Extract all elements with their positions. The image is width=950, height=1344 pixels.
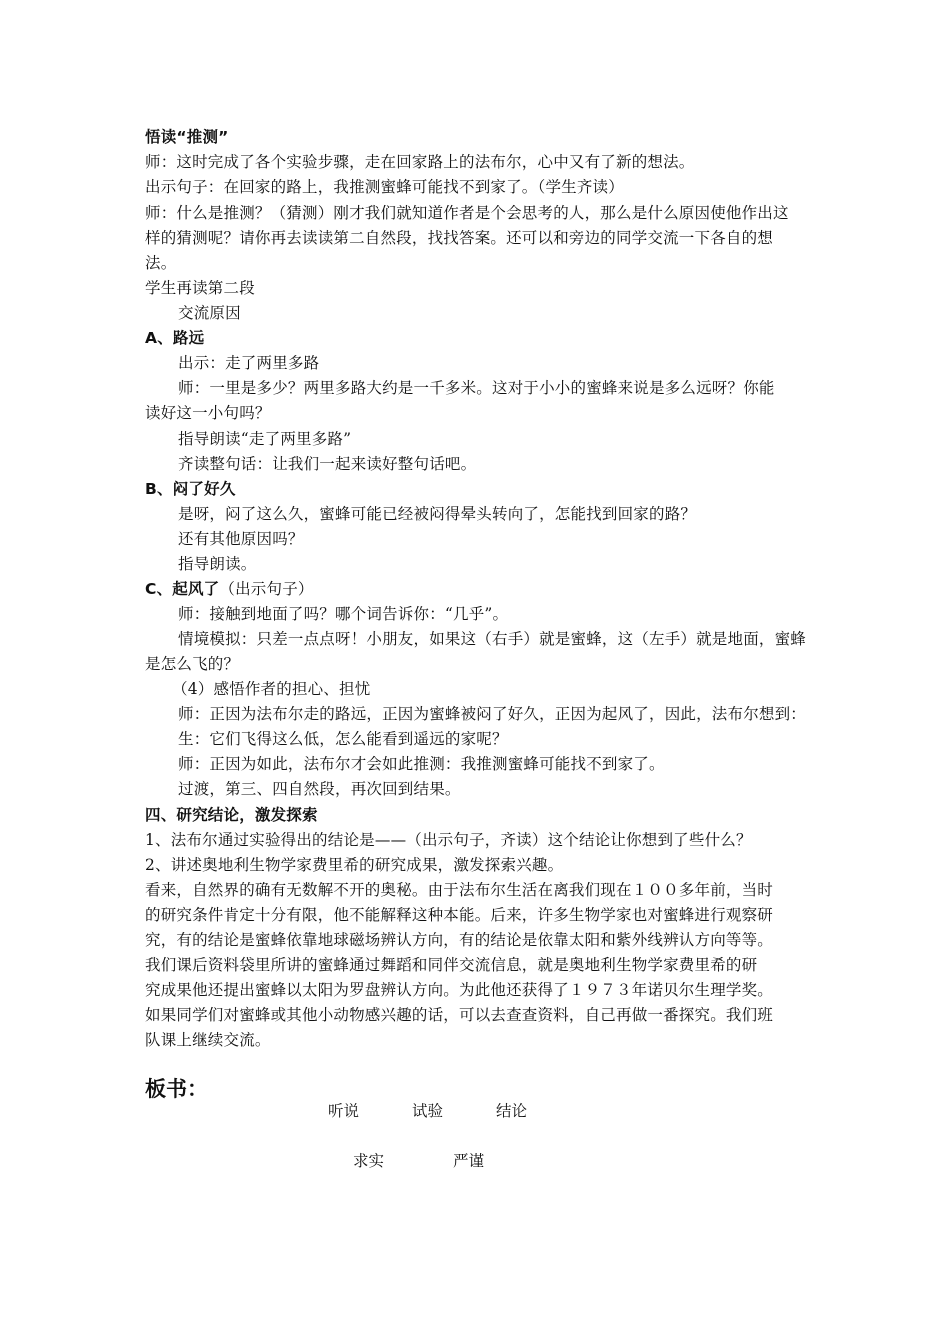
text-line: 师：什么是推测？（猜测）刚才我们就知道作者是个会思考的人，那么是什么原因使他作出这 xyxy=(145,204,789,222)
text-line: 生：它们飞得这么低，怎么能看到遥远的家呢？ xyxy=(178,730,508,748)
text-line: 我们课后资料袋里所讲的蜜蜂通过舞蹈和同伴交流信息，就是奥地利生物学家费里希的研 xyxy=(145,956,758,974)
text-line: 法。 xyxy=(145,254,177,272)
board-word: 结论 xyxy=(496,1102,528,1120)
text-line: （4）感悟作者的担心、担忧 xyxy=(172,680,371,698)
text-line: 交流原因 xyxy=(178,304,241,322)
text-line: 是呀，闷了这么久，蜜蜂可能已经被闷得晕头转向了，怎能找到回家的路？ xyxy=(178,505,697,523)
text-line: 师：正因为如此，法布尔才会如此推测：我推测蜜蜂可能找不到家了。 xyxy=(178,755,665,773)
text-line: 出示：走了两里多路 xyxy=(178,354,320,372)
subsection-a-title: A、路远 xyxy=(145,329,205,347)
text-line: 过渡，第三、四自然段，再次回到结果。 xyxy=(178,780,461,798)
board-word: 严谨 xyxy=(453,1152,485,1170)
text-line: 究，有的结论是蜜蜂依靠地球磁场辨认方向，有的结论是依靠太阳和紫外线辨认方向等等。 xyxy=(145,931,774,949)
text-line: 看来，自然界的确有无数解不开的奥秘。由于法布尔生活在离我们现在１００多年前，当时 xyxy=(145,881,774,899)
board-word: 求实 xyxy=(353,1152,385,1170)
text-line: 指导朗读。 xyxy=(178,555,257,573)
text-line: 样的猜测呢？请你再去读读第二自然段，找找答案。还可以和旁边的同学交流一下各自的想 xyxy=(145,229,774,247)
subsection-c-heading xyxy=(145,577,825,601)
text-line: 队课上继续交流。 xyxy=(145,1031,271,1049)
text-line: 读好这一小句吗？ xyxy=(145,404,271,422)
board-title: 板书： xyxy=(145,1077,208,1101)
text-line: 情境模拟：只差一点点呀！小朋友，如果这（右手）就是蜜蜂，这（左手）就是地面，蜜蜂 xyxy=(178,630,807,648)
section-title: 悟读“推测” xyxy=(145,128,229,146)
text-line: 究成果他还提出蜜蜂以太阳为罗盘辨认方向。为此他还获得了１９７３年诺贝尔生理学奖。 xyxy=(145,981,774,999)
text-line: 还有其他原因吗？ xyxy=(178,530,304,548)
text-line: 的研究条件肯定十分有限，他不能解释这种本能。后来，许多生物学家也对蜜蜂进行观察研 xyxy=(145,906,774,924)
text-line: 指导朗读“走了两里多路” xyxy=(178,430,352,448)
text-line: 是怎么飞的？ xyxy=(145,655,240,673)
text-line: 1、法布尔通过实验得出的结论是——（出示句子，齐读）这个结论让你想到了些什么？ xyxy=(145,831,752,849)
text-line: 师：这时完成了各个实验步骤，走在回家路上的法布尔，心中又有了新的想法。 xyxy=(145,153,695,171)
board-word: 听说 xyxy=(328,1102,360,1120)
text-line: 2、讲述奥地利生物学家费里希的研究成果，激发探索兴趣。 xyxy=(145,856,564,874)
subsection-b-title: B、闷了好久 xyxy=(145,480,236,498)
text-line: 出示句子：在回家的路上，我推测蜜蜂可能找不到家了。（学生齐读） xyxy=(145,178,624,196)
section-four-title: 四、研究结论，激发探索 xyxy=(145,806,318,824)
text-line: 师：接触到地面了吗？哪个词告诉你：“几乎”。 xyxy=(178,605,509,623)
subsection-c-title: C、起风了 xyxy=(145,580,220,598)
text-line: 齐读整句话：让我们一起来读好整句话吧。 xyxy=(178,455,477,473)
text-line: 师：正因为法布尔走的路远，正因为蜜蜂被闷了好久，正因为起风了，因此，法布尔想到： xyxy=(178,705,807,723)
text-line: 学生再读第二段 xyxy=(145,279,255,297)
board-word: 试验 xyxy=(412,1102,444,1120)
text-line: 师：一里是多少？两里多路大约是一千多米。这对于小小的蜜蜂来说是多么远呀？你能 xyxy=(178,379,775,397)
subsection-c-suffix: （出示句子） xyxy=(219,580,314,598)
text-line: 如果同学们对蜜蜂或其他小动物感兴趣的话，可以去查查资料，自己再做一番探究。我们班 xyxy=(145,1006,774,1024)
